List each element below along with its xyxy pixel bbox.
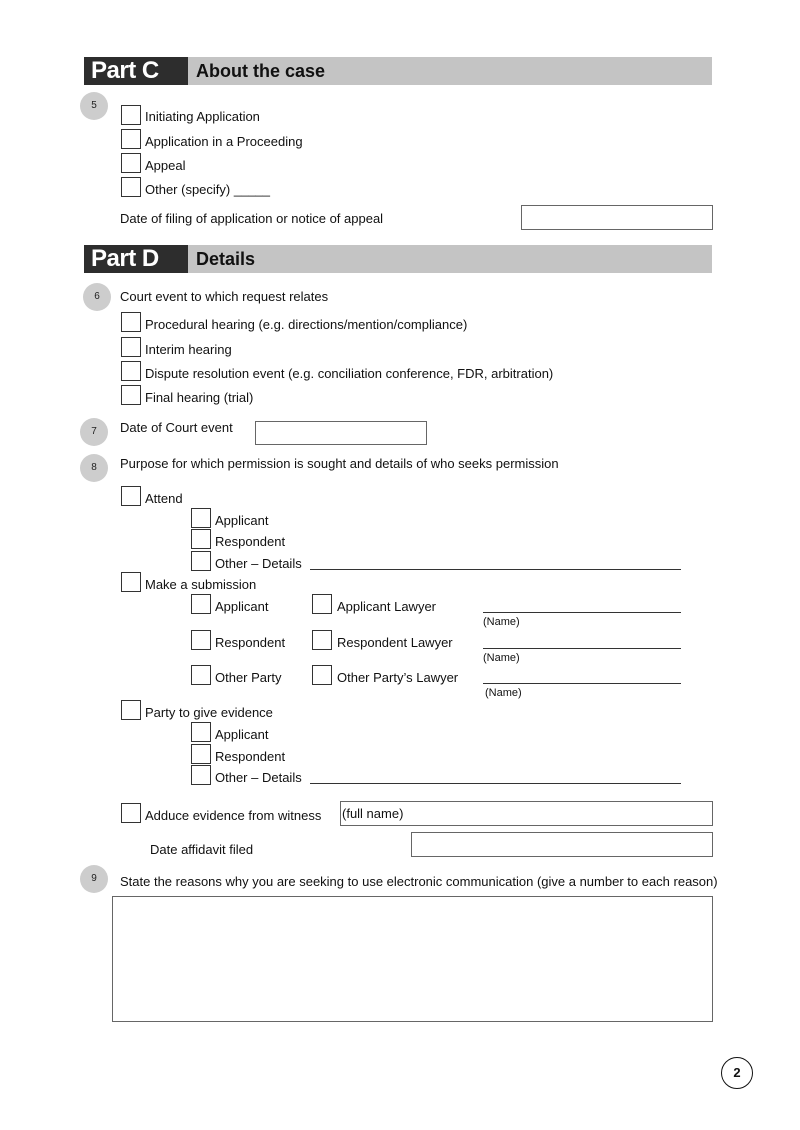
- witness-full-name-field[interactable]: [340, 801, 713, 826]
- checkbox-attend-applicant[interactable]: [191, 508, 211, 528]
- option-label: Other (specify) _____: [145, 182, 271, 197]
- checkbox-submission-respondent[interactable]: [191, 630, 211, 650]
- option-label: Applicant: [215, 727, 269, 742]
- option-label: Initiating Application: [145, 109, 260, 124]
- checkbox-initiating-application[interactable]: [121, 105, 141, 125]
- option-label: Other Party: [215, 670, 282, 685]
- attend-label: Attend: [145, 491, 183, 506]
- question-6-text: Court event to which request relates: [120, 289, 329, 304]
- checkbox-evidence-applicant[interactable]: [191, 722, 211, 742]
- checkbox-submission-other-party-lawyer[interactable]: [312, 665, 332, 685]
- option-label: Applicant Lawyer: [337, 599, 436, 614]
- checkbox-submission-other-party[interactable]: [191, 665, 211, 685]
- option-label: Appeal: [145, 158, 186, 173]
- evidence-label: Party to give evidence: [145, 705, 273, 720]
- question-number-7: 7: [80, 418, 108, 446]
- checkbox-attend-other[interactable]: [191, 551, 211, 571]
- checkbox-submission-applicant-lawyer[interactable]: [312, 594, 332, 614]
- respondent-lawyer-name-line[interactable]: [483, 648, 681, 649]
- checkbox-other[interactable]: [121, 177, 141, 197]
- option-label: Application in a Proceeding: [145, 134, 303, 149]
- question-number-9: 9: [80, 865, 108, 893]
- option-label: Procedural hearing (e.g. directions/mention/compliance): [145, 317, 468, 332]
- checkbox-submission-applicant[interactable]: [191, 594, 211, 614]
- name-caption: (Name): [483, 652, 520, 664]
- option-label: Respondent Lawyer: [337, 635, 453, 650]
- submission-label: Make a submission: [145, 577, 257, 592]
- option-label: Final hearing (trial): [145, 390, 254, 405]
- part-c-tag: Part C: [84, 57, 188, 85]
- court-event-date-label: Date of Court event: [120, 420, 233, 435]
- question-number-8: 8: [80, 454, 108, 482]
- checkbox-application-in-proceeding[interactable]: [121, 129, 141, 149]
- option-label: Applicant: [215, 599, 269, 614]
- option-label: Respondent: [215, 534, 286, 549]
- part-d-header: [84, 245, 712, 273]
- question-8-text: Purpose for which permission is sought and details of who seeks permission: [120, 456, 559, 471]
- part-c-title: About the case: [196, 61, 326, 81]
- checkbox-submission-respondent-lawyer[interactable]: [312, 630, 332, 650]
- applicant-lawyer-name-line[interactable]: [483, 612, 681, 613]
- checkbox-procedural-hearing[interactable]: [121, 312, 141, 332]
- affidavit-date-field[interactable]: [411, 832, 713, 857]
- checkbox-adduce-evidence[interactable]: [121, 803, 141, 823]
- checkbox-make-submission[interactable]: [121, 572, 141, 592]
- reasons-textarea[interactable]: [112, 896, 713, 1022]
- option-label: Respondent: [215, 635, 286, 650]
- checkbox-party-evidence[interactable]: [121, 700, 141, 720]
- filing-date-field[interactable]: [521, 205, 713, 230]
- attend-other-details-line[interactable]: [310, 569, 681, 570]
- question-number-5: 5: [80, 92, 108, 120]
- part-d-title: Details: [196, 249, 256, 269]
- checkbox-final-hearing[interactable]: [121, 385, 141, 405]
- evidence-other-details-line[interactable]: [310, 783, 681, 784]
- checkbox-evidence-respondent[interactable]: [191, 744, 211, 764]
- checkbox-dispute-resolution[interactable]: [121, 361, 141, 381]
- checkbox-evidence-other[interactable]: [191, 765, 211, 785]
- option-label: Other – Details: [215, 556, 302, 571]
- option-label: Interim hearing: [145, 342, 232, 357]
- name-caption: (Name): [485, 687, 522, 699]
- witness-placeholder: (full name): [342, 806, 404, 821]
- option-label: Applicant: [215, 513, 269, 528]
- filing-date-label: Date of filing of application or notice of appeal: [120, 211, 384, 226]
- adduce-label: Adduce evidence from witness: [145, 808, 322, 823]
- court-event-date-field[interactable]: [255, 421, 427, 445]
- question-9-text: State the reasons why you are seeking to use electronic communication (give a number to each reason): [120, 874, 718, 889]
- name-caption: (Name): [483, 616, 520, 628]
- checkbox-interim-hearing[interactable]: [121, 337, 141, 357]
- checkbox-appeal[interactable]: [121, 153, 141, 173]
- part-d-tag: Part D: [84, 245, 188, 273]
- option-label: Respondent: [215, 749, 286, 764]
- option-label: Dispute resolution event (e.g. conciliation conference, FDR, arbitration): [145, 366, 554, 381]
- other-party-lawyer-name-line[interactable]: [483, 683, 681, 684]
- part-c-header: [84, 57, 712, 85]
- question-number-6: 6: [83, 283, 111, 311]
- checkbox-attend[interactable]: [121, 486, 141, 506]
- affidavit-date-label: Date affidavit filed: [150, 842, 254, 857]
- page-number: 2: [721, 1057, 753, 1089]
- checkbox-attend-respondent[interactable]: [191, 529, 211, 549]
- option-label: Other – Details: [215, 770, 302, 785]
- option-label: Other Party’s Lawyer: [337, 670, 459, 685]
